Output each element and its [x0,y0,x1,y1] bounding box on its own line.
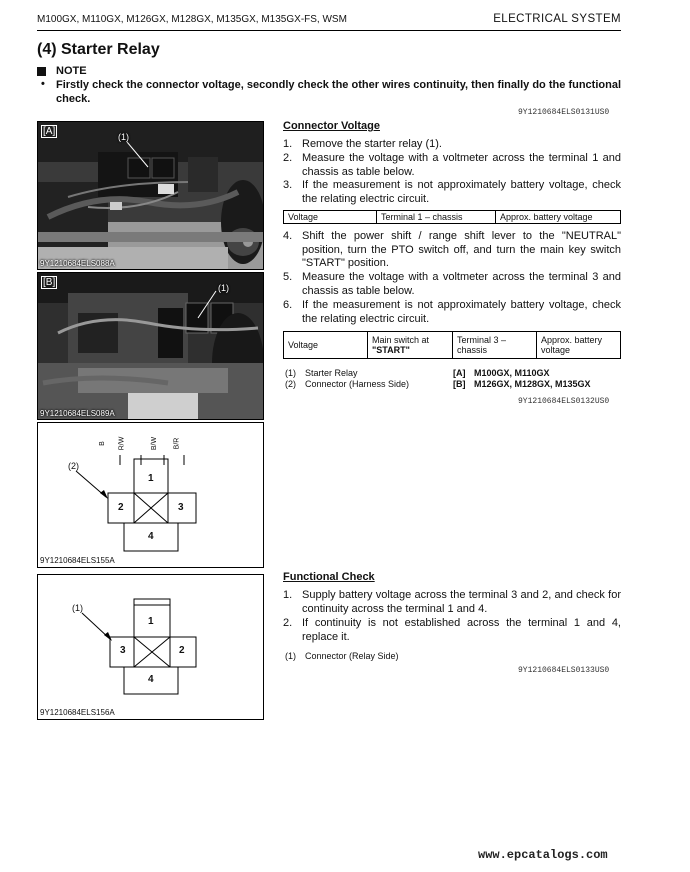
fc-legend-text: Connector (Relay Side) [305,651,399,661]
cv-step-5-text: Measure the voltage with a voltmeter across the terminal 3 and chassis as table below. [302,271,621,297]
note-text: Firstly check the connector voltage, secondly check the other wires continuity, then finally do the functional check. [56,79,621,105]
t2-value-line2: voltage [541,345,571,355]
model-b-text: M126GX, M128GX, M135GX [474,379,591,389]
wire-label-3: B/W [151,436,159,451]
fc-legend-num: (1) [285,651,296,661]
t2-main-switch-line1: Main switch at [372,335,430,345]
t1-value: Approx. battery voltage [496,211,621,224]
harness-terminal-4: 4 [148,531,154,542]
t1-terminal: Terminal 1 – chassis [377,211,496,224]
cv-step-2-number: 2. [283,152,293,164]
t2-terminal [453,332,537,359]
harness-terminal-1: 1 [148,473,154,484]
relay-terminal-1: 1 [148,616,154,627]
doc-code: 9Y1210684ELS0131US0 [518,108,610,117]
t2-main-switch [368,332,453,359]
photo-b-caption: 9Y1210684ELS089A [40,409,115,418]
header-models: M100GX, M110GX, M126GX, M128GX, M135GX, M135GX-FS, WSM [37,14,347,25]
voltage-table-1 [283,210,621,224]
photo-a [37,121,264,270]
t2-terminal-line1: Terminal 3 – [457,335,507,345]
t2-voltage: Voltage [284,332,368,359]
doc-code-2: 9Y1210684ELS0132US0 [518,397,610,406]
legend-1-text: Starter Relay [305,368,358,378]
t2-main-switch-line2: "START" [372,345,410,355]
header-section: ELECTRICAL SYSTEM [493,13,621,25]
photo-a-tag: [A] [43,126,56,137]
note-label: NOTE [56,65,87,77]
note-bullet: • [41,78,45,90]
model-b-tag: [B] [453,379,466,389]
note-square-icon [37,67,46,76]
t2-value [537,332,621,359]
legend-2-num: (2) [285,379,296,389]
doc-code-3: 9Y1210684ELS0133US0 [518,666,610,675]
t2-value-line1: Approx. battery [541,335,603,345]
cv-step-2-text: Measure the voltage with a voltmeter across the terminal 1 and chassis as table below. [302,152,621,178]
photo-b-tag: [B] [43,277,56,288]
harness-callout: (2) [68,461,79,471]
cv-step-3-text: If the measurement is not approximately battery voltage, check the relating electric circuit. [302,179,621,205]
photo-a-image [38,122,263,269]
legend-1-num: (1) [285,368,296,378]
t2-terminal-line2: chassis [457,345,488,355]
cv-step-5-number: 5. [283,271,293,283]
t1-voltage: Voltage [284,211,377,224]
page-title: (4) Starter Relay [37,41,160,58]
photo-b-callout: (1) [218,283,229,293]
footer-url[interactable]: www.epcatalogs.com [478,848,608,862]
relay-caption: 9Y1210684ELS156A [40,708,115,717]
cv-step-3-number: 3. [283,179,293,191]
wire-label-2: R/W [118,436,126,451]
wire-label-1: B [98,441,106,446]
harness-terminal-3: 3 [178,502,184,513]
fc-step-1-number: 1. [283,589,293,601]
model-a-tag: [A] [453,368,466,378]
voltage-table-2 [283,331,621,359]
relay-callout: (1) [72,603,83,613]
cv-step-1-number: 1. [283,138,293,150]
harness-terminal-2: 2 [118,502,124,513]
relay-terminal-4: 4 [148,674,154,685]
relay-terminal-3: 3 [120,645,126,656]
functional-check-heading: Functional Check [283,571,375,583]
diagram-harness-connector [37,422,264,568]
photo-b-image [38,273,263,419]
photo-a-caption: 9Y1210684ELS088A [40,259,115,268]
cv-step-1-text: Remove the starter relay (1). [302,138,442,150]
fc-step-2-text: If continuity is not established across the terminal 1 and 4, replace it. [302,617,621,643]
relay-terminal-2: 2 [179,645,185,656]
cv-step-4-number: 4. [283,230,293,242]
header-rule [37,30,621,31]
model-a-text: M100GX, M110GX [474,368,550,378]
photo-b [37,272,264,420]
connector-voltage-heading: Connector Voltage [283,120,380,132]
relay-connector-drawing [38,575,263,719]
fc-step-1-text: Supply battery voltage across the terminal 3 and 2, and check for continuity across the terminal 1 and 4. [302,589,621,615]
cv-step-6-text: If the measurement is not approximately battery voltage, check the relating electric circuit. [302,299,621,325]
harness-caption: 9Y1210684ELS155A [40,556,115,565]
diagram-relay-connector [37,574,264,720]
cv-step-6-number: 6. [283,299,293,311]
cv-step-4-text: Shift the power shift / range shift lever to the "NEUTRAL" position, turn the PTO switch off, and turn the main key switch "START" position. [302,230,621,270]
photo-a-callout: (1) [118,132,129,142]
fc-step-2-number: 2. [283,617,293,629]
legend-2-text: Connector (Harness Side) [305,379,410,389]
wire-label-4: B/R [173,437,181,450]
